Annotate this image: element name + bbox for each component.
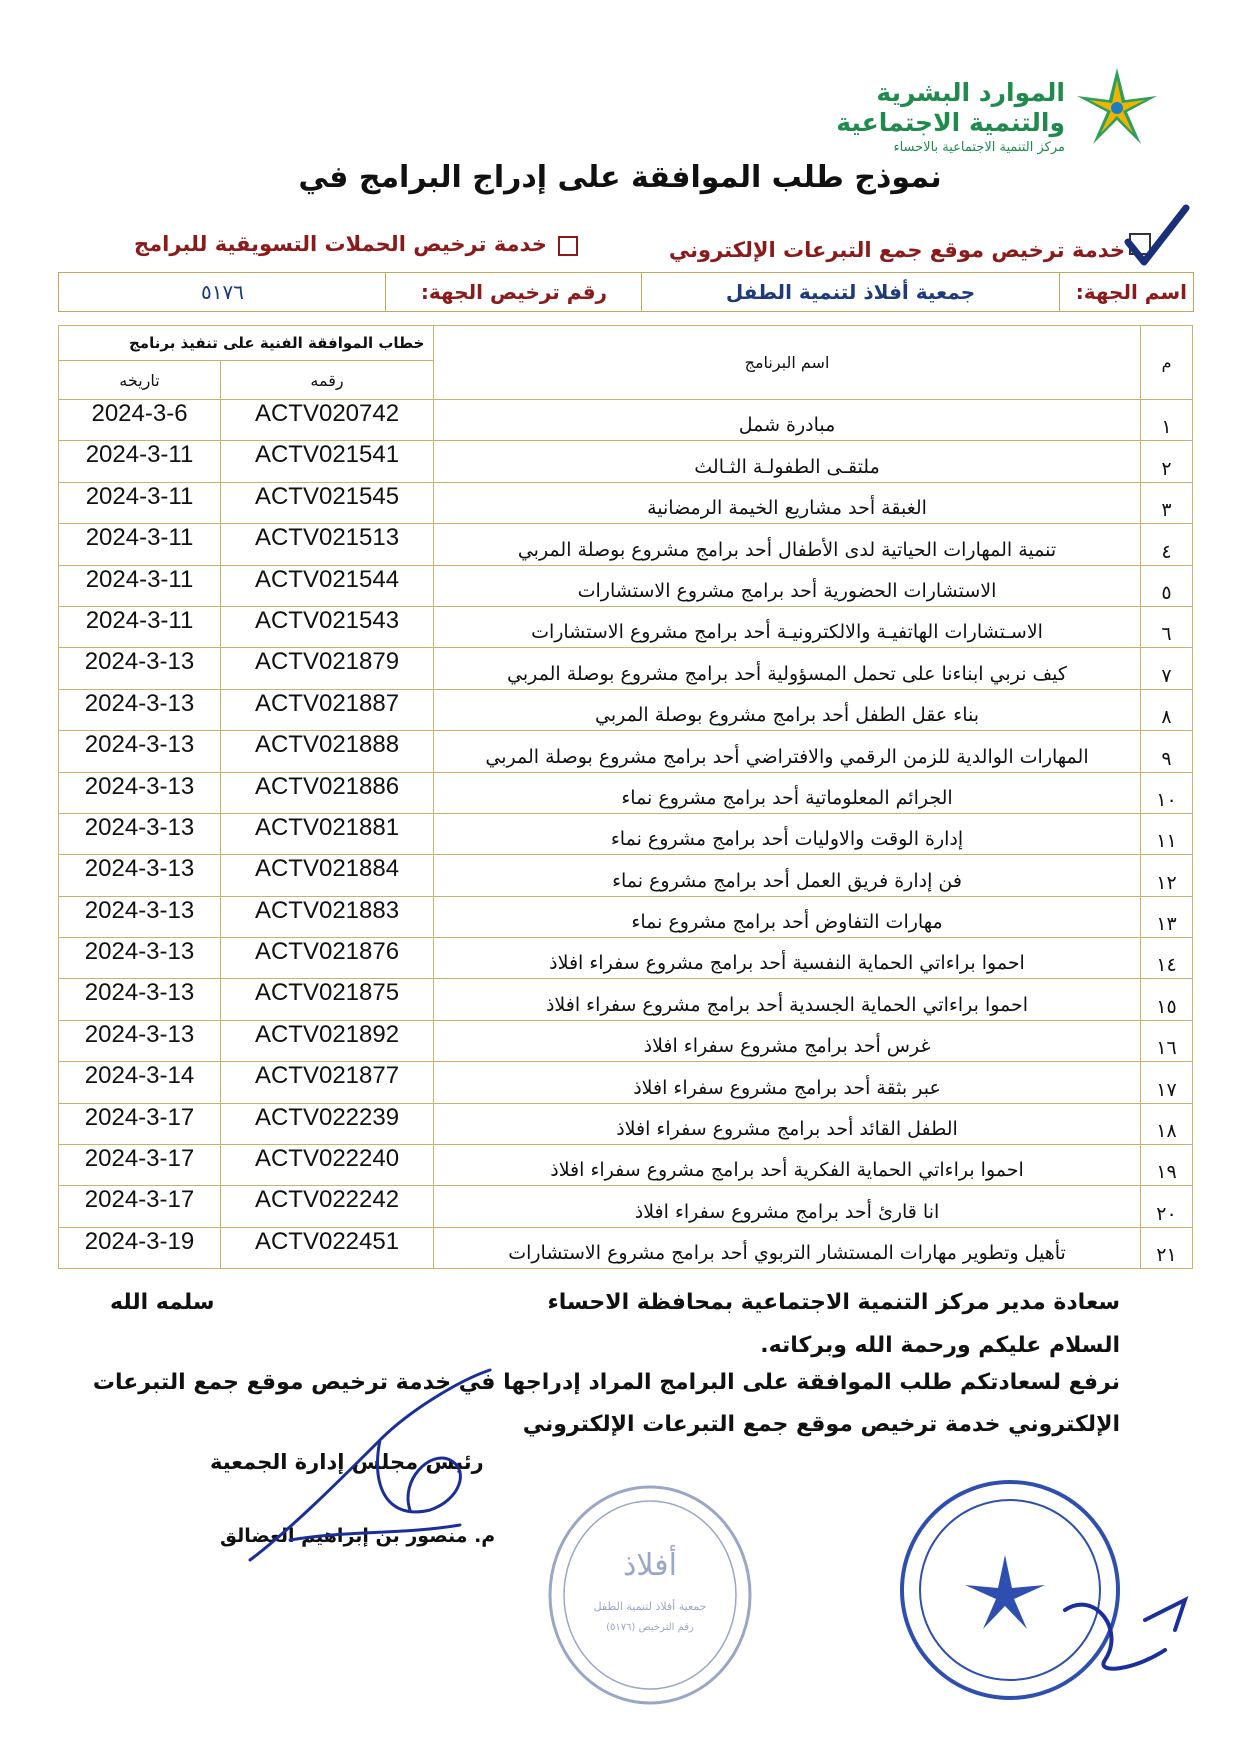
logo-line-1: الموارد البشرية — [876, 78, 1065, 107]
handwritten-signature — [230, 1360, 550, 1580]
program-name: احموا براءاتي الحماية الفكرية أحد برامج مشروع سفراء افلاذ — [434, 1145, 1141, 1186]
approval-code: ACTV022451 — [221, 1227, 434, 1268]
table-row — [59, 731, 1193, 772]
table-row — [59, 896, 1193, 937]
row-number: ١٥ — [1141, 979, 1193, 1020]
approval-code: ACTV021886 — [221, 772, 434, 813]
row-number: ١٧ — [1141, 1062, 1193, 1103]
organization-info-row — [58, 272, 1194, 312]
approval-code: ACTV021875 — [221, 979, 434, 1020]
association-stamp-icon — [540, 1480, 760, 1710]
letter-request-line-2: الإلكتروني خدمة ترخيص موقع جمع التبرعات الإلكتروني — [522, 1412, 1120, 1437]
approval-date: 2024-3-13 — [59, 938, 221, 979]
program-name: إدارة الوقت والاوليات أحد برامج مشروع نماء — [434, 813, 1141, 854]
program-name: الاسـتشارات الهاتفيـة والالكترونيـة أحد برامج مشروع الاستشارات — [434, 606, 1141, 647]
approval-code: ACTV021884 — [221, 855, 434, 896]
approval-code: ACTV022240 — [221, 1145, 434, 1186]
column-header-approval-letter: خطاب الموافقة الفنية على تنفيذ برنامج — [59, 326, 434, 361]
row-number: ١٨ — [1141, 1103, 1193, 1144]
programs-table — [58, 325, 1193, 1269]
table-row — [59, 606, 1193, 647]
program-name: المهارات الوالدية للزمن الرقمي والافتراضي أحد برامج مشروع بوصلة المربي — [434, 731, 1141, 772]
row-number: ٢١ — [1141, 1227, 1193, 1268]
program-name: عبر بثقة أحد برامج مشروع سفراء افلاذ — [434, 1062, 1141, 1103]
approval-code: ACTV021877 — [221, 1062, 434, 1103]
row-number: ١١ — [1141, 813, 1193, 854]
approval-date: 2024-3-6 — [59, 400, 221, 441]
row-number: ١ — [1141, 400, 1193, 441]
row-number: ١٢ — [1141, 855, 1193, 896]
column-header-date: تاريخه — [59, 361, 221, 400]
table-row — [59, 1020, 1193, 1061]
ministry-stamp-icon — [895, 1470, 1195, 1720]
table-row — [59, 979, 1193, 1020]
table-row — [59, 855, 1193, 896]
document-title: نموذج طلب الموافقة على إدراج البرامج في — [298, 160, 942, 195]
letter-salutation: سلمه الله — [110, 1290, 215, 1315]
approval-code: ACTV021892 — [221, 1020, 434, 1061]
program-name: كيف نربي ابناءنا على تحمل المسؤولية أحد برامج مشروع بوصلة المربي — [434, 648, 1141, 689]
approval-code: ACTV021513 — [221, 524, 434, 565]
program-name: فن إدارة فريق العمل أحد برامج مشروع نماء — [434, 855, 1141, 896]
ministry-logo-text — [745, 78, 1065, 155]
program-name: بناء عقل الطفل أحد برامج مشروع بوصلة المربي — [434, 689, 1141, 730]
table-row — [59, 1062, 1193, 1103]
row-number: ١٤ — [1141, 938, 1193, 979]
row-number: ٣ — [1141, 482, 1193, 523]
approval-code: ACTV021545 — [221, 482, 434, 523]
program-name: الطفل القائد أحد برامج مشروع سفراء افلاذ — [434, 1103, 1141, 1144]
row-number: ١٣ — [1141, 896, 1193, 937]
approval-date: 2024-3-13 — [59, 1020, 221, 1061]
program-name: مبادرة شمل — [434, 400, 1141, 441]
approval-code: ACTV021543 — [221, 606, 434, 647]
approval-code: ACTV022239 — [221, 1103, 434, 1144]
signer-name: م. منصور بن إبراهيم العضالق — [220, 1525, 496, 1547]
row-number: ١٩ — [1141, 1145, 1193, 1186]
row-number: ١٠ — [1141, 772, 1193, 813]
approval-code: ACTV021887 — [221, 689, 434, 730]
approval-date: 2024-3-11 — [59, 441, 221, 482]
approval-code: ACTV022242 — [221, 1186, 434, 1227]
approval-date: 2024-3-13 — [59, 896, 221, 937]
row-number: ٨ — [1141, 689, 1193, 730]
approval-code: ACTV021883 — [221, 896, 434, 937]
row-number: ٧ — [1141, 648, 1193, 689]
table-row — [59, 400, 1193, 441]
table-row — [59, 813, 1193, 854]
table-row — [59, 938, 1193, 979]
org-name-label: اسم الجهة: — [1059, 273, 1193, 311]
approval-code: ACTV021544 — [221, 565, 434, 606]
row-number: ١٦ — [1141, 1020, 1193, 1061]
license-number-value: ٥١٧٦ — [201, 280, 244, 304]
program-name: احموا براءاتي الحماية النفسية أحد برامج مشروع سفراء افلاذ — [434, 938, 1141, 979]
program-name: مهارات التفاوض أحد برامج مشروع نماء — [434, 896, 1141, 937]
logo-line-3: مركز التنمية الاجتماعية بالاحساء — [893, 140, 1065, 155]
approval-code: ACTV021881 — [221, 813, 434, 854]
row-number: ٢ — [1141, 441, 1193, 482]
column-header-number: م — [1141, 326, 1193, 400]
program-name: الجرائم المعلوماتية أحد برامج مشروع نماء — [434, 772, 1141, 813]
table-row — [59, 1186, 1193, 1227]
approval-date: 2024-3-17 — [59, 1145, 221, 1186]
signer-title: رئيس مجلس إدارة الجمعية — [210, 1450, 484, 1474]
approval-date: 2024-3-13 — [59, 772, 221, 813]
table-row — [59, 565, 1193, 606]
column-header-program-name: اسم البرنامج — [434, 326, 1141, 400]
service-option-marketing[interactable]: خدمة ترخيص الحملات التسويقية للبرامج — [134, 232, 547, 256]
approval-date: 2024-3-17 — [59, 1186, 221, 1227]
approval-date: 2024-3-17 — [59, 1103, 221, 1144]
program-name: ملتقـى الطفولـة الثـالث — [434, 441, 1141, 482]
letter-greeting: السلام عليكم ورحمة الله وبركاته. — [760, 1333, 1120, 1358]
letter-request-line-1: نرفع لسعادتكم طلب الموافقة على البرامج المراد إدراجها في خدمة ترخيص موقع جمع التبرعات — [92, 1370, 1120, 1395]
service-option-donations[interactable]: خدمة ترخيص موقع جمع التبرعات الإلكتروني — [668, 238, 1125, 262]
programs-table-body — [59, 400, 1193, 1269]
approval-date: 2024-3-14 — [59, 1062, 221, 1103]
svg-text:أفلاذ: أفلاذ — [623, 1548, 677, 1583]
row-number: ٢٠ — [1141, 1186, 1193, 1227]
approval-date: 2024-3-13 — [59, 855, 221, 896]
letter-recipient: سعادة مدير مركز التنمية الاجتماعية بمحافظة الاحساء — [547, 1290, 1120, 1315]
approval-date: 2024-3-13 — [59, 648, 221, 689]
approval-date: 2024-3-13 — [59, 979, 221, 1020]
approval-code: ACTV021888 — [221, 731, 434, 772]
approval-date: 2024-3-19 — [59, 1227, 221, 1268]
column-header-code: رقمه — [221, 361, 434, 400]
program-name: تنمية المهارات الحياتية لدى الأطفال أحد برامج مشروع بوصلة المربي — [434, 524, 1141, 565]
table-row — [59, 524, 1193, 565]
approval-code: ACTV021879 — [221, 648, 434, 689]
approval-code: ACTV020742 — [221, 400, 434, 441]
approval-code: ACTV021541 — [221, 441, 434, 482]
org-name-value: جمعية أفلاذ لتنمية الطفل — [641, 273, 1059, 311]
approval-code: ACTV021876 — [221, 938, 434, 979]
table-row — [59, 772, 1193, 813]
approval-date: 2024-3-11 — [59, 565, 221, 606]
table-row — [59, 648, 1193, 689]
row-number: ٩ — [1141, 731, 1193, 772]
ministry-logo-icon — [1062, 60, 1172, 155]
table-row — [59, 1145, 1193, 1186]
approval-date: 2024-3-13 — [59, 689, 221, 730]
program-name: انا قارئ أحد برامج مشروع سفراء افلاذ — [434, 1186, 1141, 1227]
program-name: الغبقة أحد مشاريع الخيمة الرمضانية — [434, 482, 1141, 523]
row-number: ٤ — [1141, 524, 1193, 565]
table-row — [59, 441, 1193, 482]
svg-text:رقم الترخيص (٥١٧٦): رقم الترخيص (٥١٧٦) — [606, 1622, 694, 1633]
license-number-label: رقم ترخيص الجهة: — [385, 273, 642, 311]
approval-date: 2024-3-11 — [59, 606, 221, 647]
row-number: ٥ — [1141, 565, 1193, 606]
program-name: تأهيل وتطوير مهارات المستشار التربوي أحد برامج مشروع الاستشارات — [434, 1227, 1141, 1268]
checkbox-icon[interactable] — [558, 236, 578, 256]
checkmark-icon — [1122, 204, 1192, 274]
svg-text:جمعية أفلاذ لتنمية الطفل: جمعية أفلاذ لتنمية الطفل — [593, 1600, 707, 1613]
program-name: احموا براءاتي الحماية الجسدية أحد برامج مشروع سفراء افلاذ — [434, 979, 1141, 1020]
program-name: الاستشارات الحضورية أحد برامج مشروع الاستشارات — [434, 565, 1141, 606]
row-number: ٦ — [1141, 606, 1193, 647]
approval-date: 2024-3-13 — [59, 813, 221, 854]
approval-date: 2024-3-11 — [59, 524, 221, 565]
logo-line-2: والتنمية الاجتماعية — [836, 108, 1065, 137]
table-row — [59, 482, 1193, 523]
table-row — [59, 1227, 1193, 1268]
program-name: غرس أحد برامج مشروع سفراء افلاذ — [434, 1020, 1141, 1061]
table-row — [59, 689, 1193, 730]
approval-date: 2024-3-13 — [59, 731, 221, 772]
table-row — [59, 1103, 1193, 1144]
approval-date: 2024-3-11 — [59, 482, 221, 523]
